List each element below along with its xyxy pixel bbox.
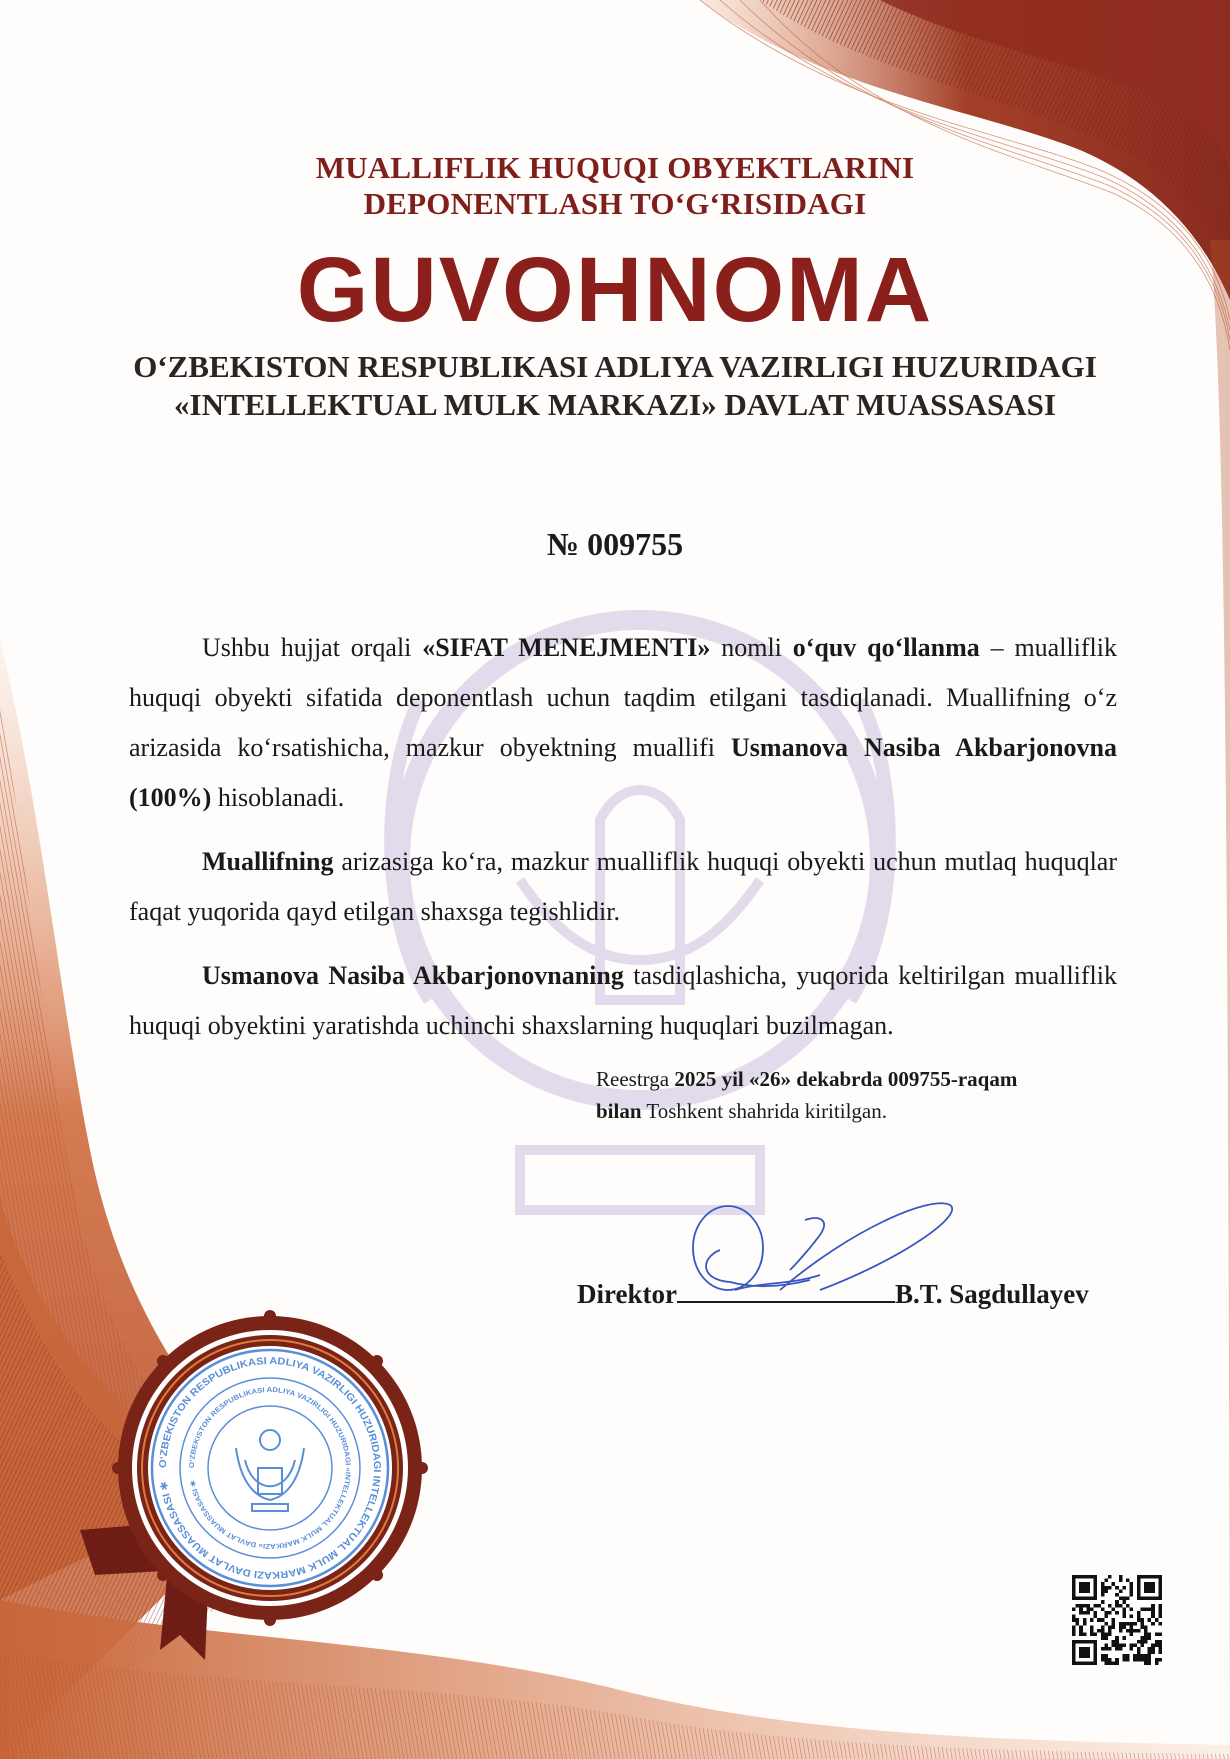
registry-text-1: Reestrga <box>596 1067 675 1091</box>
para2-text: arizasiga ko‘ra, mazkur mualliflik huquqi obyekti uchun mutlaq huquqlar faqat yuqorida qayd etilgan shaxsga tegishlidir. <box>129 847 1117 926</box>
registry-bilan: bilan <box>596 1099 642 1123</box>
qr-module <box>1122 1622 1126 1626</box>
qr-module <box>1140 1654 1144 1658</box>
qr-module <box>1126 1597 1130 1601</box>
qr-module <box>1083 1611 1087 1615</box>
qr-module <box>1148 1658 1152 1662</box>
qr-module <box>1119 1622 1123 1626</box>
qr-module <box>1072 1633 1076 1637</box>
qr-module <box>1076 1604 1080 1608</box>
qr-module <box>1086 1607 1090 1611</box>
qr-module <box>1140 1636 1144 1640</box>
qr-module <box>1108 1647 1112 1651</box>
qr-module <box>1158 1607 1162 1611</box>
qr-module <box>1155 1661 1159 1665</box>
qr-module <box>1101 1600 1105 1604</box>
qr-module <box>1130 1647 1134 1651</box>
para1-text-4: hisoblanadi. <box>211 783 345 812</box>
qr-module <box>1090 1618 1094 1622</box>
qr-module <box>1119 1589 1123 1593</box>
signature-line <box>677 1277 895 1303</box>
qr-module <box>1130 1586 1134 1590</box>
qr-module <box>1122 1615 1126 1619</box>
header-line-1: MUALLIFLIK HUQUQI OBYEKTLARINI <box>315 150 915 185</box>
qr-module <box>1140 1625 1144 1629</box>
qr-module <box>1144 1640 1148 1644</box>
qr-module <box>1137 1618 1141 1622</box>
qr-module <box>1101 1586 1105 1590</box>
qr-module <box>1115 1658 1119 1662</box>
qr-module <box>1097 1618 1101 1622</box>
seal-inner-text: O‘ZBEKISTON RESPUBLIKASI ADLIYA VAZIRLIGI HUZURIDAGI «INTELLEKTUAL MULK MARKAZI» DAVLAT MUASSASASI ✱ <box>188 1386 352 1550</box>
qr-module <box>1126 1604 1130 1608</box>
header-line-2: DEPONENTLASH TO‘G‘RISIDAGI <box>363 186 867 221</box>
qr-module <box>1151 1643 1155 1647</box>
qr-module <box>1140 1640 1144 1644</box>
qr-module <box>1148 1607 1152 1611</box>
qr-module <box>1115 1640 1119 1644</box>
work-title: «SIFAT MENEJMENTI» <box>422 633 711 662</box>
qr-module <box>1108 1625 1112 1629</box>
qr-module <box>1108 1586 1112 1590</box>
qr-module <box>1126 1629 1130 1633</box>
qr-module <box>1097 1629 1101 1633</box>
certificate-title: GUVOHNOMA <box>296 239 934 341</box>
qr-module <box>1140 1658 1144 1662</box>
qr-module <box>1151 1604 1155 1608</box>
qr-module <box>1122 1600 1126 1604</box>
qr-module <box>1112 1618 1116 1622</box>
qr-module <box>1133 1654 1137 1658</box>
para1-text-1: Ushbu hujjat orqali <box>202 633 423 662</box>
qr-code <box>1072 1575 1162 1665</box>
qr-module <box>1108 1604 1112 1608</box>
para1-text-2: nomli <box>710 633 793 662</box>
qr-module <box>1104 1633 1108 1637</box>
qr-module <box>1083 1604 1087 1608</box>
qr-module <box>1155 1643 1159 1647</box>
para3-text: tasdiqlashicha, yuqorida keltirilgan mualliflik huquqi obyektini yaratishda uchinchi shaxslarning huquqlari buzilmagan. <box>129 961 1117 1040</box>
qr-module <box>1158 1615 1162 1619</box>
qr-module <box>1094 1615 1098 1619</box>
qr-module <box>1072 1629 1076 1633</box>
qr-module <box>1130 1593 1134 1597</box>
qr-module <box>1108 1661 1112 1665</box>
qr-module <box>1122 1611 1126 1615</box>
qr-module <box>1090 1607 1094 1611</box>
qr-module <box>1155 1658 1159 1662</box>
work-type: o‘quv qo‘llanma <box>792 633 980 662</box>
qr-module <box>1079 1633 1083 1637</box>
qr-module <box>1130 1582 1134 1586</box>
qr-module <box>1112 1622 1116 1626</box>
qr-module <box>1126 1658 1130 1662</box>
qr-module <box>1158 1647 1162 1651</box>
qr-module <box>1158 1604 1162 1608</box>
qr-module <box>1130 1643 1134 1647</box>
qr-module <box>1090 1633 1094 1637</box>
registry-note <box>596 1063 1117 1127</box>
qr-module <box>1137 1647 1141 1651</box>
qr-module <box>1119 1597 1123 1601</box>
qr-module <box>1148 1633 1152 1637</box>
qr-module <box>1104 1615 1108 1619</box>
qr-module <box>1144 1654 1148 1658</box>
director-label: Direktor <box>577 1279 677 1309</box>
qr-module <box>1126 1622 1130 1626</box>
qr-module <box>1158 1643 1162 1647</box>
qr-module <box>1158 1633 1162 1637</box>
qr-module <box>1108 1575 1112 1579</box>
qr-module <box>1112 1625 1116 1629</box>
qr-module <box>1126 1654 1130 1658</box>
para2-lead: Muallifning <box>202 847 334 876</box>
qr-module <box>1130 1633 1134 1637</box>
qr-module <box>1122 1654 1126 1658</box>
qr-module <box>1148 1661 1152 1665</box>
qr-module <box>1108 1633 1112 1637</box>
qr-module <box>1144 1661 1148 1665</box>
qr-module <box>1130 1607 1134 1611</box>
qr-module <box>1104 1589 1108 1593</box>
qr-module <box>1101 1607 1105 1611</box>
qr-module <box>1101 1629 1105 1633</box>
qr-module <box>1122 1607 1126 1611</box>
qr-module <box>1104 1647 1108 1651</box>
qr-module <box>1158 1658 1162 1662</box>
qr-module <box>1119 1575 1123 1579</box>
qr-module <box>1158 1651 1162 1655</box>
qr-module <box>1137 1629 1141 1633</box>
qr-module <box>1151 1607 1155 1611</box>
qr-module <box>1079 1625 1083 1629</box>
qr-module <box>1151 1615 1155 1619</box>
qr-module <box>1104 1654 1108 1658</box>
qr-module <box>1101 1589 1105 1593</box>
qr-module <box>1140 1643 1144 1647</box>
qr-module <box>1104 1658 1108 1662</box>
qr-module <box>1155 1633 1159 1637</box>
qr-module <box>1155 1640 1159 1644</box>
certificate-body <box>129 623 1117 1311</box>
qr-module <box>1079 1611 1083 1615</box>
qr-module <box>1119 1647 1123 1651</box>
qr-module <box>1119 1604 1123 1608</box>
issuer-line-2: «INTELLEKTUAL MULK MARKAZI» DAVLAT MUASSASASI <box>174 387 1056 422</box>
qr-module <box>1115 1661 1119 1665</box>
qr-module <box>1086 1604 1090 1608</box>
qr-finder-core <box>1144 1582 1155 1593</box>
qr-module <box>1097 1604 1101 1608</box>
qr-module <box>1119 1579 1123 1583</box>
qr-module <box>1101 1633 1105 1637</box>
qr-module <box>1119 1625 1123 1629</box>
qr-module <box>1101 1582 1105 1586</box>
qr-module <box>1151 1651 1155 1655</box>
qr-module <box>1104 1643 1108 1647</box>
qr-module <box>1144 1658 1148 1662</box>
qr-module <box>1148 1618 1152 1622</box>
qr-module <box>1101 1636 1105 1640</box>
qr-module <box>1148 1647 1152 1651</box>
qr-module <box>1130 1629 1134 1633</box>
qr-module <box>1137 1615 1141 1619</box>
body-paragraph-2 <box>129 837 1117 937</box>
qr-module <box>1112 1643 1116 1647</box>
qr-module <box>1137 1651 1141 1655</box>
qr-module <box>1094 1611 1098 1615</box>
qr-module <box>1140 1622 1144 1626</box>
qr-module <box>1079 1607 1083 1611</box>
qr-module <box>1151 1622 1155 1626</box>
qr-finder-core <box>1079 1582 1090 1593</box>
qr-module <box>1108 1611 1112 1615</box>
qr-module <box>1101 1593 1105 1597</box>
qr-module <box>1076 1618 1080 1622</box>
qr-module <box>1126 1579 1130 1583</box>
qr-module <box>1158 1640 1162 1644</box>
para1-text-3: – mualliflik huquqi obyekti sifatida deponentlash uchun taqdim etilgani tasdiqlanadi. Muallifning o‘z arizasida ko‘rsatishicha, mazkur obyektning muallifi <box>129 633 1117 762</box>
qr-module <box>1108 1658 1112 1662</box>
qr-module <box>1119 1629 1123 1633</box>
qr-module <box>1140 1618 1144 1622</box>
author-name: Usmanova Nasiba Akbarjonovna (100%) <box>129 733 1117 812</box>
qr-module <box>1115 1600 1119 1604</box>
qr-module <box>1112 1582 1116 1586</box>
qr-module <box>1158 1611 1162 1615</box>
qr-module <box>1148 1651 1152 1655</box>
qr-module <box>1137 1640 1141 1644</box>
qr-module <box>1133 1622 1137 1626</box>
qr-module <box>1133 1629 1137 1633</box>
registry-date: 2025 yil «26» dekabrda 009755-raqam <box>674 1067 1018 1091</box>
qr-module <box>1083 1618 1087 1622</box>
qr-module <box>1104 1611 1108 1615</box>
qr-module <box>1130 1625 1134 1629</box>
qr-module <box>1101 1658 1105 1662</box>
qr-module <box>1144 1625 1148 1629</box>
qr-module <box>1137 1658 1141 1662</box>
qr-module <box>1101 1647 1105 1651</box>
qr-module <box>1090 1625 1094 1629</box>
qr-module <box>1112 1640 1116 1644</box>
qr-module <box>1101 1618 1105 1622</box>
qr-module <box>1137 1611 1141 1615</box>
registry-text-2: Toshkent shahrida kiritilgan. <box>641 1099 887 1123</box>
qr-module <box>1140 1607 1144 1611</box>
qr-module <box>1130 1589 1134 1593</box>
qr-module <box>1130 1622 1134 1626</box>
qr-module <box>1115 1586 1119 1590</box>
seal-outer-text: O‘ZBEKISTON RESPUBLIKASI ADLIYA VAZIRLIGI HUZURIDAGI INTELLEKTUAL MULK MARKAZI DAVLAT MUASSASASI ✱ <box>157 1355 383 1581</box>
qr-module <box>1133 1643 1137 1647</box>
qr-module <box>1115 1643 1119 1647</box>
qr-module <box>1122 1636 1126 1640</box>
qr-module <box>1104 1636 1108 1640</box>
qr-module <box>1086 1611 1090 1615</box>
qr-module <box>1133 1658 1137 1662</box>
qr-module <box>1144 1633 1148 1637</box>
qr-module <box>1094 1604 1098 1608</box>
qr-module <box>1112 1661 1116 1665</box>
qr-module <box>1108 1629 1112 1633</box>
qr-module <box>1122 1625 1126 1629</box>
qr-module <box>1115 1611 1119 1615</box>
para3-lead: Usmanova Nasiba Akbarjonovnaning <box>202 961 624 990</box>
qr-module <box>1148 1654 1152 1658</box>
qr-module <box>1122 1597 1126 1601</box>
qr-module <box>1104 1586 1108 1590</box>
qr-module <box>1144 1607 1148 1611</box>
signature-row <box>577 1277 1117 1311</box>
qr-module <box>1104 1579 1108 1583</box>
body-paragraph-3 <box>129 951 1117 1051</box>
qr-module <box>1115 1593 1119 1597</box>
qr-module <box>1101 1625 1105 1629</box>
qr-module <box>1115 1636 1119 1640</box>
qr-module <box>1148 1636 1152 1640</box>
qr-module <box>1101 1654 1105 1658</box>
qr-module <box>1072 1618 1076 1622</box>
qr-module <box>1072 1615 1076 1619</box>
qr-module <box>1076 1622 1080 1626</box>
qr-module <box>1144 1636 1148 1640</box>
qr-module <box>1115 1647 1119 1651</box>
qr-module <box>1072 1625 1076 1629</box>
qr-module <box>1083 1622 1087 1626</box>
body-paragraph-1 <box>129 623 1117 823</box>
qr-module <box>1094 1633 1098 1637</box>
qr-module <box>1115 1604 1119 1608</box>
qr-module <box>1072 1607 1076 1611</box>
qr-module <box>1083 1633 1087 1637</box>
qr-module <box>1079 1629 1083 1633</box>
qr-finder-core <box>1079 1647 1090 1658</box>
qr-module <box>1090 1629 1094 1633</box>
qr-module <box>1104 1661 1108 1665</box>
issuer-line-1: O‘ZBEKISTON RESPUBLIKASI ADLIYA VAZIRLIGI HUZURIDAGI <box>133 349 1097 384</box>
qr-module <box>1144 1629 1148 1633</box>
qr-module <box>1112 1607 1116 1611</box>
qr-module <box>1158 1622 1162 1626</box>
qr-module <box>1079 1604 1083 1608</box>
director-name: B.T. Sagdullayev <box>894 1279 1089 1309</box>
qr-module <box>1122 1658 1126 1662</box>
qr-module <box>1122 1586 1126 1590</box>
qr-module <box>1119 1643 1123 1647</box>
certificate-header <box>0 150 1230 564</box>
certificate-number: № 009755 <box>546 526 684 562</box>
qr-module <box>1151 1611 1155 1615</box>
qr-module <box>1130 1615 1134 1619</box>
qr-module <box>1151 1647 1155 1651</box>
qr-module <box>1122 1643 1126 1647</box>
qr-module <box>1137 1654 1141 1658</box>
qr-module <box>1155 1618 1159 1622</box>
qr-module <box>1104 1622 1108 1626</box>
